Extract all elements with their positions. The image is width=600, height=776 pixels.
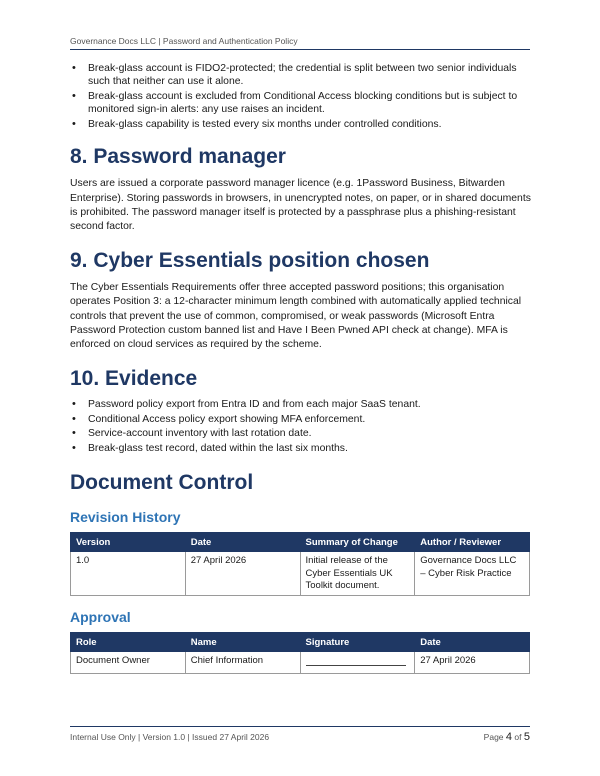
table-row — [71, 652, 530, 674]
table-header-row — [71, 533, 530, 552]
document-control-heading: Document Control — [70, 471, 254, 495]
page-total: 5 — [523, 731, 530, 743]
column-header: Name — [185, 633, 300, 652]
section-9-body: The Cyber Essentials Requirements offer three accepted password positions; this organisation operates Position 3: a 12-character minimum length combined with automatically applied technical controls that prevent the use of common, compromised, or weak passwords (Microsoft Entra Password Protection custom banned list and Have I Been Pwned API check at change). MFA is enforced on cloud services as required by the scheme. — [70, 282, 522, 351]
approval-heading: Approval — [70, 609, 131, 626]
column-header: Date — [185, 533, 300, 552]
section-8-heading: 8. Password manager — [70, 145, 286, 169]
column-header: Version — [71, 533, 186, 552]
column-header: Date — [415, 633, 530, 652]
section-8-body: Users are issued a corporate password manager licence (e.g. 1Password Business, Bitwarden Enterprise). Storing passwords in browsers, in unencrypted notes, on paper, or in shared documents is prohibited. The password manager itself is protected by a passphrase plus a phishing-resistant second factor. — [70, 178, 531, 233]
footer-text: Internal Use Only | Version 1.0 | Issued 27 April 2026 — [70, 732, 270, 742]
column-header: Author / Reviewer — [415, 533, 530, 552]
page-label: Page — [483, 732, 504, 742]
header-text: Governance Docs LLC | Password and Authentication Policy — [70, 36, 298, 46]
table-cell: 27 April 2026 — [415, 652, 530, 674]
list-item: • Break-glass capability is tested every six months under controlled conditions. — [70, 118, 532, 131]
table-cell: Governance Docs LLC – Cyber Risk Practice — [415, 552, 530, 596]
page-number — [484, 731, 530, 743]
table-row — [71, 552, 530, 596]
page-header — [70, 36, 530, 50]
column-header: Summary of Change — [300, 533, 415, 552]
list-item: • Break-glass test record, dated within the last six months. — [70, 442, 532, 455]
page-footer — [70, 726, 530, 742]
page-current: 4 — [505, 731, 513, 743]
list-item: • Conditional Access policy export showing MFA enforcement. — [70, 413, 532, 426]
page-of: of — [514, 732, 522, 742]
table-cell: Chief Information — [185, 652, 300, 674]
page-content — [70, 62, 532, 674]
table-cell: Document Owner — [71, 652, 186, 674]
section-9-heading: 9. Cyber Essentials position chosen — [70, 249, 430, 273]
section-10-heading: 10. Evidence — [70, 367, 198, 391]
column-header: Signature — [300, 633, 415, 652]
signature-cell — [300, 652, 415, 674]
revision-history-table — [70, 532, 530, 596]
table-cell: 27 April 2026 — [185, 552, 300, 596]
table-header-row — [71, 633, 530, 652]
table-cell: Initial release of the Cyber Essentials UK Toolkit document. — [300, 552, 415, 596]
list-item: • Password policy export from Entra ID and from each major SaaS tenant. — [70, 398, 532, 411]
list-item: • Break-glass account is excluded from Conditional Access blocking conditions but is subject to monitored sign-in alerts: any use raises an incident. — [70, 90, 532, 117]
table-cell: 1.0 — [71, 552, 186, 596]
breakglass-bullet-list — [70, 62, 532, 131]
revision-history-heading: Revision History — [70, 509, 181, 526]
approval-table — [70, 632, 530, 674]
evidence-bullet-list — [70, 398, 532, 455]
list-item: • Service-account inventory with last rotation date. — [70, 427, 532, 440]
column-header: Role — [71, 633, 186, 652]
signature-line — [306, 655, 406, 666]
list-item: • Break-glass account is FIDO2-protected; the credential is split between two senior individuals such that neither can use it alone. — [70, 62, 532, 89]
